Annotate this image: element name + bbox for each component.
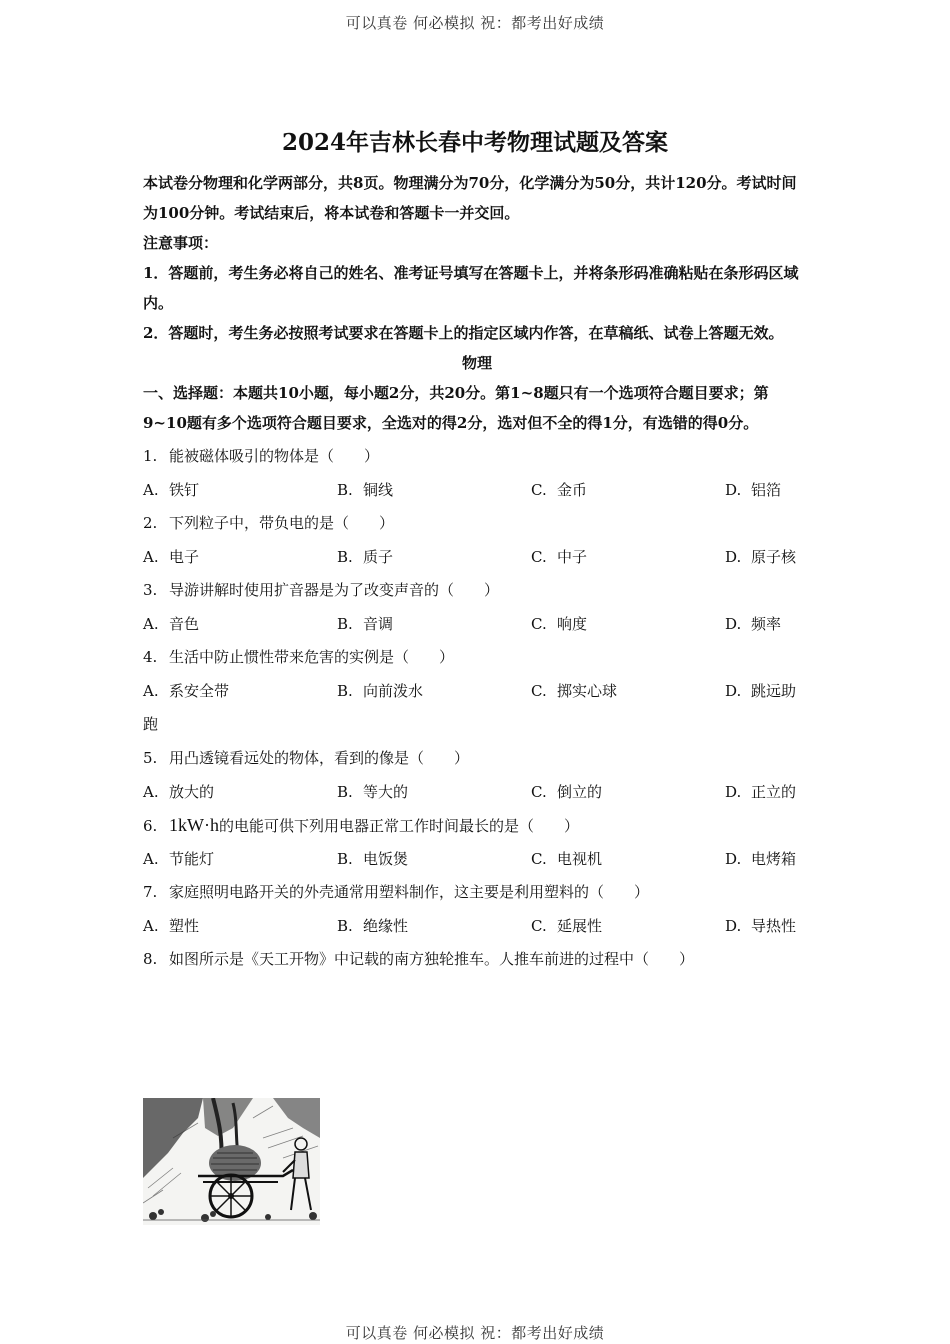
document-title: 2024年吉林长春中考物理试题及答案 [281, 129, 668, 156]
option-b: B. 向前泼水 [337, 682, 424, 700]
notice-item-1: 1．答题前，考生务必将自己的姓名、准考证号填写在答题卡上，并将条形码准确粘贴在条形码区域内。 [143, 264, 799, 312]
question-stem: 下列粒子中，带负电的是（ ） [169, 514, 395, 532]
question-stem: 的电能可供下列用电器正常工作时间最长的是（ ） [218, 817, 579, 835]
question-number: 4. [143, 648, 158, 666]
option-b: B. 等大的 [337, 783, 409, 801]
option-d: D. 原子核 [725, 548, 797, 566]
option-d: D. 频率 [725, 615, 782, 633]
question-1 [143, 441, 811, 505]
option-b: B. 电饭煲 [337, 850, 409, 868]
question-stem: 导游讲解时使用扩音器是为了改变声音的（ ） [169, 581, 500, 599]
exam-content [143, 168, 811, 978]
notice-heading: 注意事项： [143, 234, 219, 252]
question-5 [143, 743, 811, 807]
question-stem: 生活中防止惯性带来危害的实例是（ ） [169, 648, 455, 666]
question-2 [143, 508, 811, 572]
option-d: D. 跳远助 [725, 682, 797, 700]
option-c: C. 电视机 [531, 850, 603, 868]
question-number: 5. [143, 749, 158, 767]
intro-paragraph: 本试卷分物理和化学两部分，共8页。物理满分为70分，化学满分为50分，共计120分。考试时间为100分钟。考试结束后，将本试卷和答题卡一并交回。 [143, 174, 797, 222]
question-number: 1. [143, 447, 158, 465]
section-1-instructions: 一、选择题：本题共10小题，每小题2分，共20分。第1~8题只有一个选项符合题目要求；第9~10题有多个选项符合题目要求，全选对的得2分，选对但不全的得1分，有选错的得0分。 [143, 384, 769, 432]
question-number: 2. [143, 514, 158, 532]
question-7 [143, 877, 811, 941]
option-a: A. 铁钉 [143, 481, 200, 499]
option-b: B. 质子 [337, 548, 394, 566]
option-c: C. 中子 [531, 548, 588, 566]
option-b: B. 铜线 [337, 481, 394, 499]
question-stem: 用凸透镜看远处的物体，看到的像是（ ） [169, 749, 470, 767]
question-number: 8. [143, 950, 158, 968]
question-6 [143, 810, 811, 874]
question-number: 6. [143, 817, 158, 835]
energy-unit: 1kW·h [169, 815, 219, 835]
question-stem: 如图所示是《天工开物》中记载的南方独轮推车。人推车前进的过程中（ ） [169, 950, 695, 968]
option-a: A. 放大的 [143, 783, 215, 801]
subject-heading: 物理 [461, 354, 492, 372]
option-a: A. 电子 [143, 548, 200, 566]
option-c: C. 响度 [531, 615, 588, 633]
notice-item-2: 2．答题时，考生务必按照考试要求在答题卡上的指定区域内作答，在草稿纸、试卷上答题无效。 [143, 324, 784, 342]
question-number: 7. [143, 883, 158, 901]
option-a: A. 节能灯 [143, 850, 215, 868]
option-b: B. 音调 [337, 615, 394, 633]
page-footer: 可以真卷 何必模拟 祝：都考出好成绩 [345, 1324, 605, 1342]
option-c: C. 掷实心球 [531, 682, 618, 700]
question-number: 3. [143, 581, 158, 599]
question-stem: 家庭照明电路开关的外壳通常用塑料制作，这主要是利用塑料的（ ） [169, 883, 650, 901]
page-header: 可以真卷 何必模拟 祝：都考出好成绩 [345, 14, 605, 32]
option-a: A. 音色 [143, 615, 200, 633]
option-c: C. 金币 [531, 481, 588, 499]
option-d: D. 铝箔 [725, 481, 782, 499]
option-c: C. 延展性 [531, 917, 603, 935]
option-a: A. 系安全带 [143, 682, 230, 700]
question-8 [143, 944, 811, 974]
option-d: D. 电烤箱 [725, 850, 797, 868]
option-d: D. 导热性 [725, 917, 797, 935]
option-b: B. 绝缘性 [337, 917, 409, 935]
question-4 [143, 642, 811, 739]
option-a: A. 塑性 [143, 917, 200, 935]
wheelbarrow-illustration [143, 1098, 320, 1225]
question-3 [143, 575, 811, 639]
option-d-wrap: 跑 [143, 715, 159, 733]
question-stem: 能被磁体吸引的物体是（ ） [169, 447, 380, 465]
option-d: D. 正立的 [725, 783, 797, 801]
option-c: C. 倒立的 [531, 783, 603, 801]
